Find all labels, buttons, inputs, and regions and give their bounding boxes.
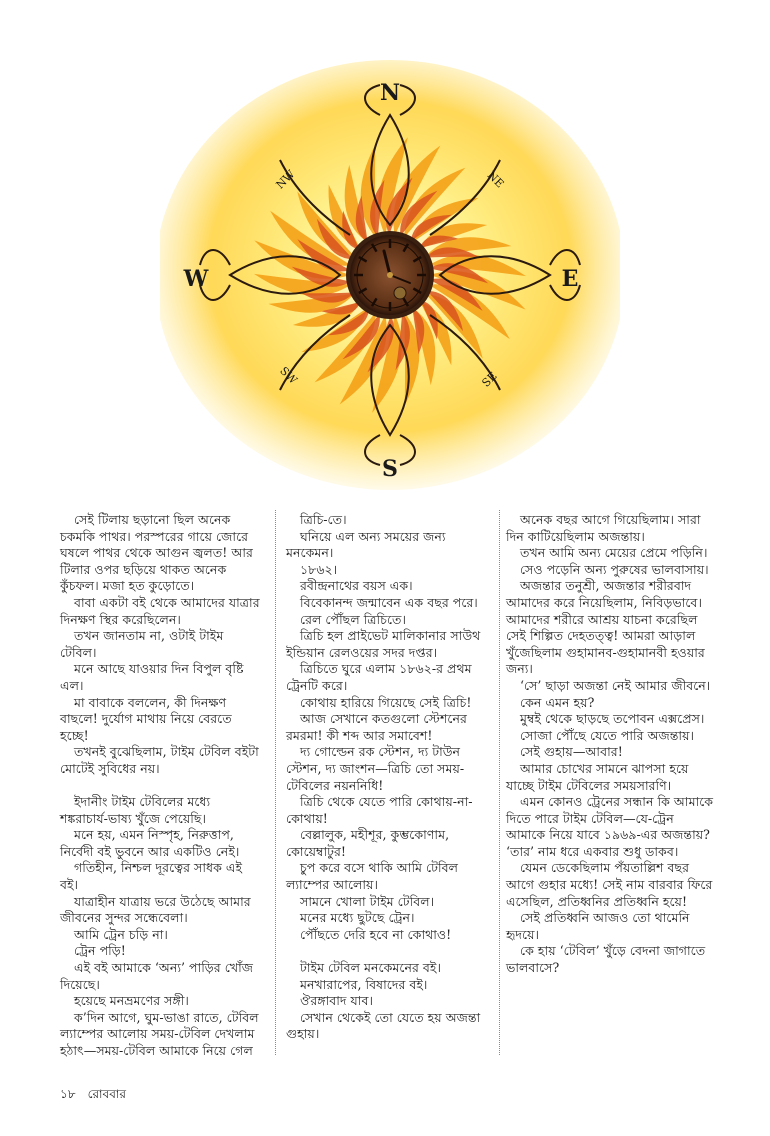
compass-east: E	[561, 266, 579, 292]
paragraph: মনের মধ্যে ছুটছে ট্রেন।	[300, 910, 415, 926]
paragraph: গতিহীন, নিশ্চল দূরত্বের সাধক এই বই।	[60, 860, 243, 893]
compass-north: N	[379, 80, 401, 106]
paragraph: মুম্বই থেকে ছাড়ছে তপোবন এক্সপ্রেস।	[520, 711, 705, 727]
paragraph: তখনই বুঝেছিলাম, টাইম টেবিল বইটা মোটেই সুবিধের নয়।	[60, 744, 259, 776]
paragraph: সেখান থেকেই তো যেতে হয় অজন্তা গুহায়।	[286, 1009, 481, 1042]
paragraph: এমন কোনও ট্রেনের সন্ধান কি আমাকে দিতে পারে টাইম টেবিল—যে-ট্রেন আমাকে নিয়ে যাবে ১৯৬৯-এর অজন্তায়? ‘তার’ নাম ধরে একবার শুধু ডাকব।	[506, 794, 714, 859]
paragraph: ত্রিচি থেকে যেতে পারি কোথায়-না-কোথায়!	[286, 794, 473, 826]
paragraph: ত্রিচিতে ঘুরে এলাম ১৮৬২-র প্রথম ট্রেনটি করে।	[286, 661, 472, 693]
paragraph: সেই গুহায়—আবার!	[520, 744, 623, 760]
compass-northwest: NW	[273, 167, 298, 192]
paragraph: চুপ করে বসে থাকি আমি টেবিল ল্যাম্পের আলোয়।	[286, 860, 459, 893]
paragraph: ট্রেন পড়ি!	[74, 943, 126, 959]
paragraph: ঔরঙ্গাবাদ যাব।	[300, 993, 373, 1009]
paragraph: মনে হয়, এমন নিস্পৃহ, নিরুত্তাপ, নির্বেদী বই ভুবনে আর একটিও নেই।	[60, 827, 240, 859]
paragraph: ত্রিচি হল প্রাইভেট মালিকানার সাউথ ইন্ডিয়ান রেলওয়ের সদর দপ্তর।	[286, 628, 481, 660]
article-column-2	[286, 512, 492, 1043]
paragraph: মনে আছে যাওয়ার দিন বিপুল বৃষ্টি এল।	[60, 661, 244, 693]
article-column-3	[506, 512, 714, 977]
paragraph: সোজা পৌঁছে যেতে পারি অজন্তায়।	[520, 727, 694, 743]
compass-clock-illustration	[160, 60, 620, 500]
paragraph: ত্রিচি-তে।	[300, 512, 347, 527]
magazine-name: রোববার	[87, 1087, 126, 1101]
compass-south: S	[382, 456, 398, 482]
paragraph: রবীন্দ্রনাথের বয়স এক।	[300, 578, 413, 594]
paragraph: বিবেকানন্দ জন্মাবেন এক বছর পরে।	[300, 594, 478, 610]
compass-northeast: NE	[484, 168, 507, 191]
paragraph: রেল পৌঁছল ত্রিচিতে।	[300, 611, 406, 627]
clock	[346, 231, 434, 319]
paragraph: এই বই আমাকে ‘অন্য’ পাড়ির খোঁজ দিয়েছে।	[60, 960, 254, 992]
paragraph: কে হায় ‘টেবিল’ খুঁড়ে বেদনা জাগাতে ভালবাসে?	[506, 943, 706, 976]
compass-southeast: SE	[479, 369, 500, 390]
paragraph: বাবা একটা বই থেকে আমাদের যাত্রার দিনক্ষণ স্থির করেছিলেন।	[60, 594, 260, 627]
paragraph: যাত্রাহীন যাত্রায় ভরে উঠেছে আমার জীবনের সুন্দর সন্ধেবেলা।	[60, 893, 251, 926]
article-column-1	[60, 512, 260, 1060]
paragraph: অনেক বছর আগে গিয়েছিলাম। সারা দিন কাটিয়েছিলাম অজন্তায়।	[506, 512, 701, 544]
paragraph: কোথায় হারিয়ে গিয়েছে সেই ত্রিচি!	[300, 694, 472, 710]
paragraph: ঘনিয়ে এল অন্য সময়ের জন্য মনকেমন।	[286, 528, 446, 561]
paragraph: আমি ট্রেন চড়ি না।	[74, 926, 168, 942]
paragraph: ১৮৬২।	[300, 561, 338, 577]
column-rule	[499, 510, 500, 1055]
page-number: ১৮	[60, 1087, 76, 1101]
paragraph: মনখারাপের, বিষাদের বই।	[300, 976, 428, 992]
paragraph: অজন্তার তনুশ্রী, অজন্তার শরীরবাদ আমাদের করে নিয়েছিলাম, নিবিড়ভাবে। আমাদের শরীরে আশ্রয় যাচনা করেছিল সেই শিল্পিত দেহতত্ত্ব! আমরা আড়াল খুঁজেছিলাম গুহামানব-গুহামানবী হওয়ার জন্য।	[506, 578, 705, 677]
paragraph: বেল্লালুক, মহীশূর, কুম্ভকোণাম, কোয়েম্বাটুর!	[286, 827, 450, 859]
page-footer	[60, 1086, 138, 1106]
paragraph: টাইম টেবিল মনকেমনের বই।	[300, 960, 441, 976]
paragraph: সেই টিলায় ছড়ানো ছিল অনেক চকমকি পাথর। পরস্পরের গায়ে জোরে ঘষলে পাথর থেকে আগুন জ্বলত! আর টিলার ওপর ছড়িয়ে থাকত অনেক কুঁচফল। মজা হত কুড়োতে।	[60, 512, 253, 594]
paragraph: সেও পড়েনি অন্য পুরুষের ভালবাসায়।	[520, 561, 709, 577]
paragraph: সেই প্রতিধ্বনি আজও তো থামেনি হৃদয়ে।	[506, 910, 690, 942]
paragraph: কেন এমন হয়?	[520, 694, 595, 710]
paragraph: যেমন ডেকেছিলাম পঁয়তাল্লিশ বছর আগে গুহার মধ্যে! সেই নাম বারবার ফিরে এসেছিল, প্রতিধ্বনির প্রতিধ্বনি হয়ে!	[506, 860, 713, 909]
compass-southwest: SW	[277, 364, 300, 387]
paragraph: ক’দিন আগে, ঘুম-ভাঙা রাতে, টেবিল ল্যাম্পের আলোয় সময়-টেবিল দেখলাম হঠাৎ—সময়-টেবিল আমাকে নিয়ে গেল	[60, 1009, 259, 1058]
paragraph: ইদানীং টাইম টেবিলের মধ্যে শঙ্করাচার্য-ভাষ্য খুঁজে পেয়েছি।	[60, 794, 211, 826]
paragraph: আমার চোখের সামনে ঝাপসা হয়ে যাচ্ছে টাইম টেবিলের সময়সারণি।	[506, 760, 689, 793]
paragraph: তখন আমি অন্য মেয়ের প্রেমে পড়িনি।	[520, 545, 708, 561]
paragraph: হয়েছে মনভ্রমণের সঙ্গী।	[74, 993, 189, 1009]
paragraph: দ্য গোল্ডেন রক স্টেশন, দ্য টাউন স্টেশন, দ্য জাংশন—ত্রিচি তো সময়-টেবিলের নয়ননিধি!	[286, 744, 465, 793]
paragraph: পৌঁছতে দেরি হবে না কোথাও!	[300, 926, 452, 942]
paragraph: সামনে খোলা টাইম টেবিল।	[300, 893, 435, 909]
paragraph: আজ সেখানে কতগুলো স্টেশনের রমরমা! কী শব্দ আর সমাবেশ!	[286, 711, 467, 743]
paragraph: মা বাবাকে বললেন, কী দিনক্ষণ বাছলে! দুর্যোগ মাথায় নিয়ে বেরতে হচ্ছে!	[60, 694, 232, 743]
paragraph: ‘সে’ ছাড়া অজন্তা নেই আমার জীবনে।	[520, 677, 711, 693]
compass-west: W	[183, 266, 209, 292]
paragraph: তখন জানতাম না, ওটাই টাইম টেবিল।	[60, 628, 224, 660]
column-rule	[275, 510, 276, 1055]
